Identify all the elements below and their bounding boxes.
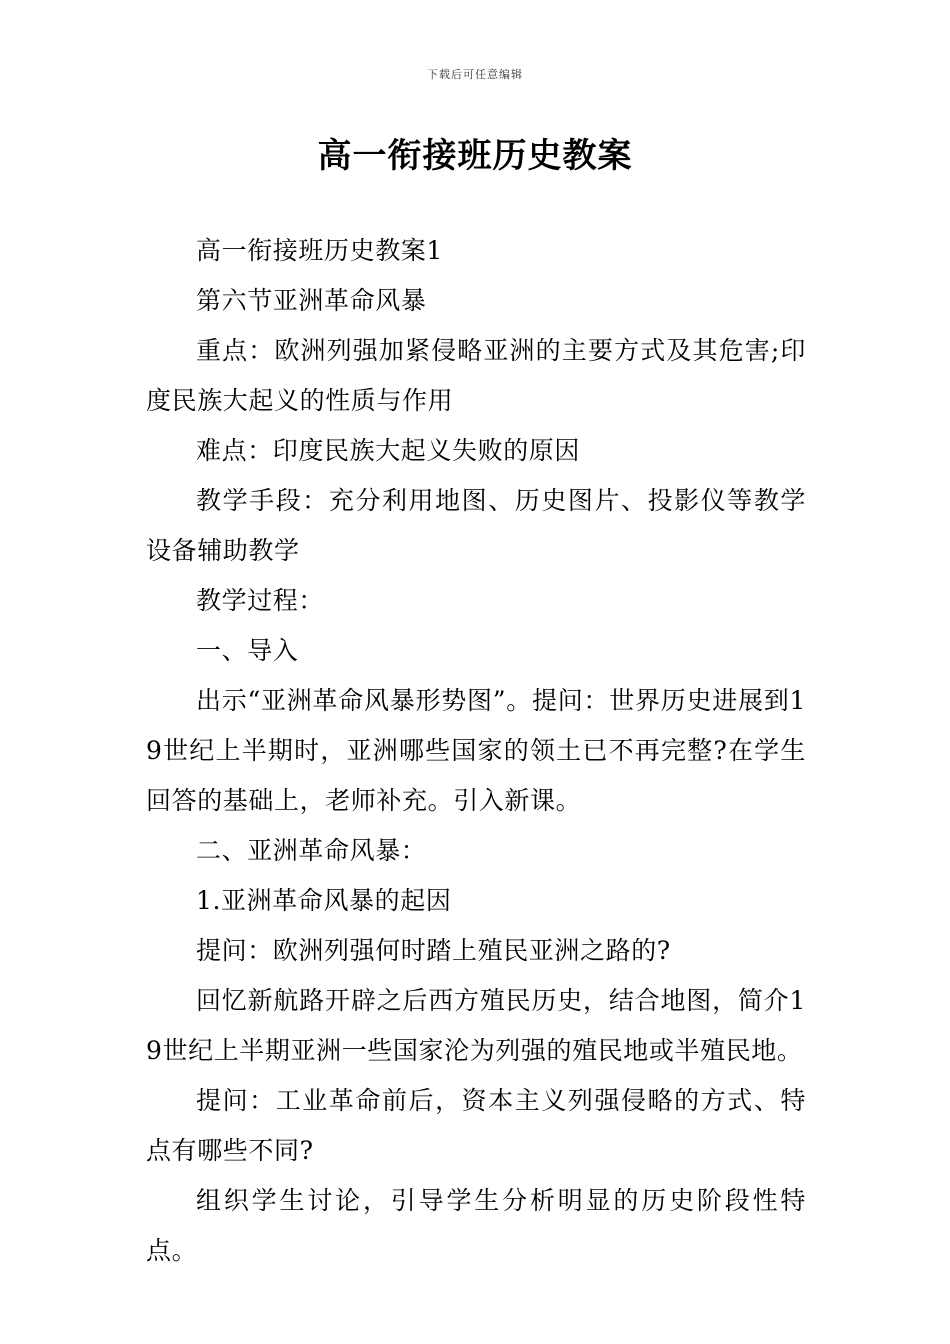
document-body bbox=[146, 226, 806, 1276]
paragraph-causes-heading: 1.亚洲革命风暴的起因 bbox=[196, 886, 452, 915]
paragraph-review: 回忆新航路开辟之后西方殖民历史，结合地图，简介19世纪上半期亚洲一些国家沦为列强的殖民地或半殖民地。 bbox=[146, 986, 806, 1065]
paragraph-intro-body: 出示“亚洲革命风暴形势图”。提问：世界历史进展到19世纪上半期时，亚洲哪些国家的领土已不再完整?在学生回答的基础上，老师补充。引入新课。 bbox=[146, 686, 806, 815]
paragraph-intro-heading: 一、导入 bbox=[196, 636, 299, 665]
paragraph-section-title: 第六节亚洲革命风暴 bbox=[196, 286, 427, 315]
paragraph-discussion: 组织学生讨论，引导学生分析明显的历史阶段性特点。 bbox=[146, 1186, 806, 1265]
paragraph-teaching-process: 教学过程： bbox=[196, 586, 325, 615]
header-note: 下载后可任意编辑 bbox=[427, 68, 523, 81]
paragraph-key-points: 重点：欧洲列强加紧侵略亚洲的主要方式及其危害;印度民族大起义的性质与作用 bbox=[146, 336, 806, 415]
paragraph-question-2: 提问：工业革命前后，资本主义列强侵略的方式、特点有哪些不同? bbox=[146, 1086, 806, 1165]
paragraph-question-1: 提问：欧洲列强何时踏上殖民亚洲之路的? bbox=[196, 936, 671, 965]
paragraph-part-two-heading: 二、亚洲革命风暴： bbox=[196, 836, 427, 865]
document-title: 高一衔接班历史教案 bbox=[317, 136, 633, 176]
paragraph-difficulties: 难点：印度民族大起义失败的原因 bbox=[196, 436, 581, 465]
paragraph-lesson-heading: 高一衔接班历史教案1 bbox=[196, 236, 443, 265]
paragraph-teaching-methods: 教学手段：充分利用地图、历史图片、投影仪等教学设备辅助教学 bbox=[146, 486, 806, 565]
